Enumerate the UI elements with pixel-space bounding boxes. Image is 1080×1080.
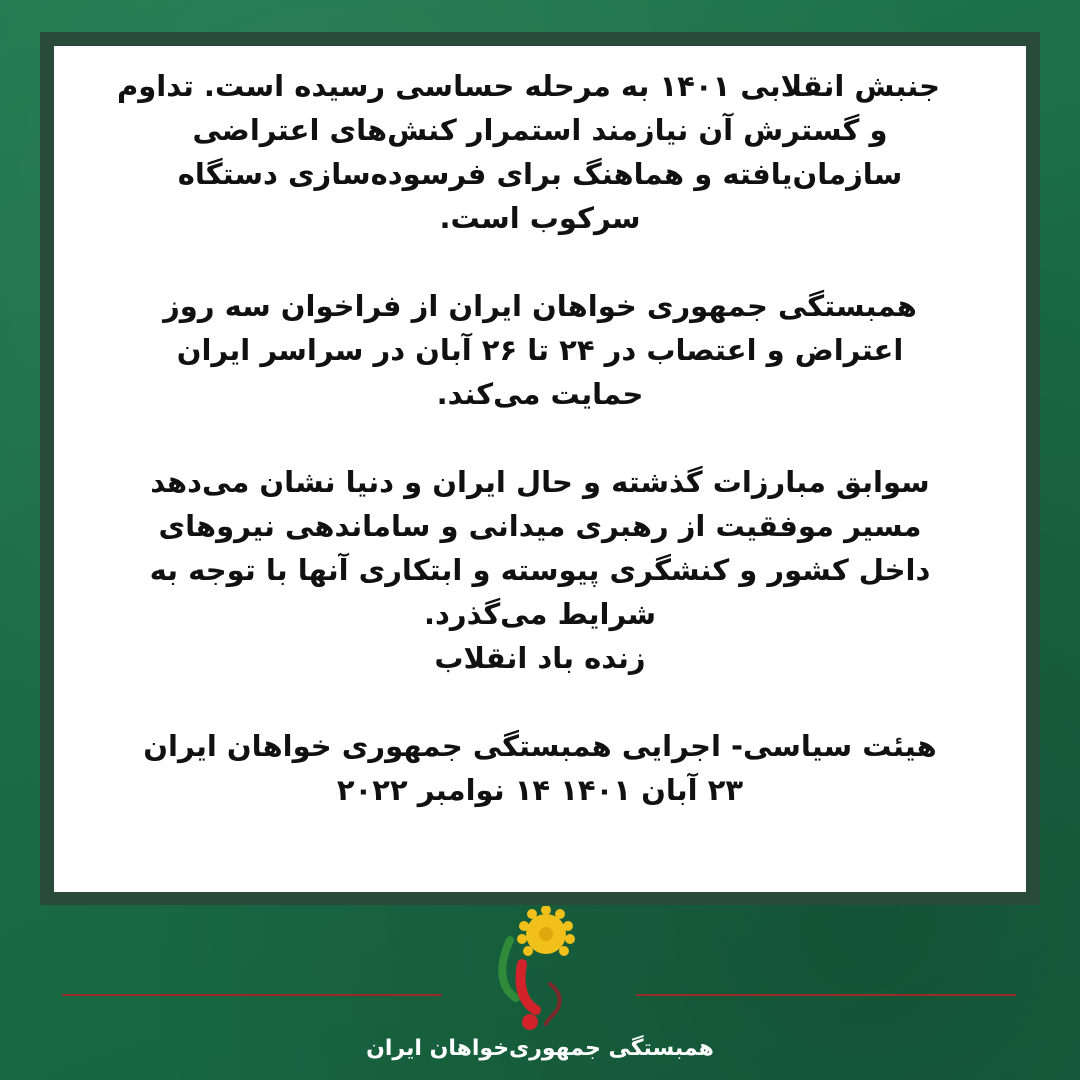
paragraph-1 [116, 64, 940, 240]
paragraph-gap [140, 416, 940, 460]
figure-red [521, 964, 536, 1010]
date-line: ۲۳ آبان ۱۴۰۱ ۱۴ نوامبر ۲۰۲۲ [336, 773, 744, 807]
text-line: حمایت می‌کند. [436, 377, 644, 411]
calligraphy-mark [546, 984, 560, 1024]
organization-name: همبستگی جمهوری‌خواهان ایران [366, 1036, 714, 1061]
sunflower-icon [517, 906, 575, 956]
flower-and-figure-logo-icon [488, 906, 592, 1036]
statement-card [54, 46, 1026, 892]
text-line: همبستگی جمهوری خواهان ایران از فراخوان سه روز [163, 289, 917, 323]
text-line: مسیر موفقیت از رهبری میدانی و ساماندهی نیروهای [158, 509, 922, 543]
paragraph-gap [140, 240, 940, 284]
statement-text [116, 64, 940, 812]
slogan: زنده باد انقلاب [434, 641, 646, 675]
figure-head [522, 1014, 538, 1030]
text-line: سرکوب است. [439, 201, 641, 235]
text-line: سازمان‌یافته و هماهنگ برای فرسوده‌سازی دستگاه [177, 157, 903, 191]
paragraph-3 [140, 460, 940, 680]
text-line: داخل کشور و کنشگری پیوسته و ابتکاری آنها با توجه به [149, 553, 931, 587]
stem-green [502, 940, 516, 998]
paragraph-gap [140, 680, 940, 724]
text-line: اعتراض و اعتصاب در ۲۴ تا ۲۶ آبان در سراسر ایران [176, 333, 904, 367]
signature-block [140, 724, 940, 812]
text-line: شرایط می‌گذرد. [423, 597, 657, 631]
divider-left [62, 994, 442, 996]
text-line: و گسترش آن نیازمند استمرار کنش‌های اعتراضی [192, 113, 888, 147]
signature: هیئت سیاسی- اجرایی همبستگی جمهوری خواهان ایران [143, 729, 937, 763]
text-line: جنبش انقلابی ۱۴۰۱ به مرحله حساسی رسیده است. تداوم [116, 69, 940, 103]
divider-right [636, 994, 1016, 996]
text-line: سوابق مبارزات گذشته و حال ایران و دنیا نشان می‌دهد [150, 465, 930, 499]
paragraph-2 [140, 284, 940, 416]
